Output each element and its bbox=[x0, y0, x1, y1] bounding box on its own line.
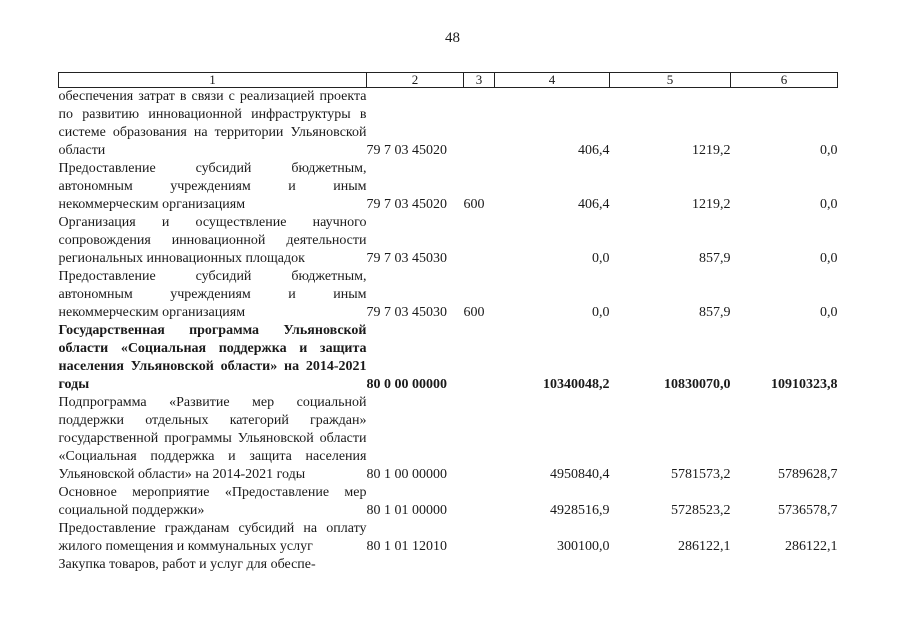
row-amount-2021-cell: 0,0 bbox=[820, 197, 838, 212]
row-amount-2021-cell: 10910323,8 bbox=[771, 377, 838, 392]
column-header: 4 bbox=[495, 73, 610, 88]
table-row bbox=[59, 556, 838, 574]
table-header-row bbox=[59, 73, 838, 88]
column-header: 3 bbox=[464, 73, 495, 88]
row-amount-2019-cell: 10340048,2 bbox=[543, 377, 610, 392]
row-amount-2019-cell: 406,4 bbox=[578, 197, 610, 212]
row-name-cell: Предоставление субсидий бюджетным, автономным учреждениям и иным некоммерческим организациям bbox=[58, 269, 367, 320]
row-code-cell: 80 1 01 12010 bbox=[366, 539, 447, 554]
row-amount-2020-cell: 1219,2 bbox=[692, 197, 731, 212]
row-amount-2020-cell: 286122,1 bbox=[678, 539, 731, 554]
row-expense-type-cell bbox=[464, 88, 495, 161]
budget-table bbox=[58, 72, 838, 574]
row-expense-type-cell bbox=[464, 394, 495, 484]
table-row bbox=[59, 214, 838, 268]
row-code-cell: 79 7 03 45020 bbox=[366, 197, 447, 212]
table-row bbox=[59, 268, 838, 322]
table-row bbox=[59, 520, 838, 556]
row-expense-type-cell bbox=[464, 484, 495, 520]
column-header: 5 bbox=[610, 73, 731, 88]
row-amount-2021-cell: 0,0 bbox=[820, 305, 838, 320]
row-amount-2020-cell: 1219,2 bbox=[692, 143, 731, 158]
row-expense-type-cell: 600 bbox=[463, 197, 485, 212]
row-name-cell: Основное мероприятие «Предоставление мер социальной поддержки» bbox=[58, 485, 367, 518]
row-code-cell: 80 1 00 00000 bbox=[366, 467, 447, 482]
row-name-cell: Государственная программа Ульяновской области «Социальная поддержка и защита населения Ульяновской области» на 2014-2021 годы bbox=[58, 323, 367, 392]
row-amount-2021-cell: 5736578,7 bbox=[778, 503, 838, 518]
row-amount-2020-cell: 10830070,0 bbox=[664, 377, 731, 392]
row-amount-2020-cell bbox=[610, 556, 731, 574]
row-expense-type-cell bbox=[464, 214, 495, 268]
table-row bbox=[59, 394, 838, 484]
row-amount-2019-cell: 4950840,4 bbox=[550, 467, 610, 482]
row-amount-2021-cell: 0,0 bbox=[820, 251, 838, 266]
row-amount-2020-cell: 857,9 bbox=[699, 251, 731, 266]
table-row bbox=[59, 484, 838, 520]
row-amount-2019-cell: 406,4 bbox=[578, 143, 610, 158]
row-expense-type-cell bbox=[464, 556, 495, 574]
row-amount-2020-cell: 5728523,2 bbox=[671, 503, 731, 518]
table-body bbox=[59, 88, 838, 575]
page-number: 48 bbox=[445, 30, 460, 46]
row-amount-2019-cell bbox=[495, 556, 610, 574]
row-name-cell: Подпрограмма «Развитие мер социальной поддержки отдельных категорий граждан» государственной программы Ульяновской области «Социальная поддержка и защита населения Ульяновской области» на 2014-2021 годы bbox=[58, 395, 367, 482]
row-amount-2021-cell: 0,0 bbox=[820, 143, 838, 158]
row-code-cell: 79 7 03 45020 bbox=[366, 143, 447, 158]
row-code-cell: 80 0 00 00000 bbox=[366, 377, 447, 392]
row-amount-2019-cell: 0,0 bbox=[592, 251, 610, 266]
row-name-cell: Закупка товаров, работ и услуг для обеспе- bbox=[58, 557, 316, 572]
row-name-cell: Предоставление гражданам субсидий на оплату жилого помещения и коммунальных услуг bbox=[58, 521, 367, 554]
row-code-cell: 79 7 03 45030 bbox=[366, 305, 447, 320]
row-amount-2021-cell bbox=[731, 556, 838, 574]
row-amount-2021-cell: 286122,1 bbox=[785, 539, 838, 554]
row-name-cell: Организация и осуществление научного сопровождения инновационной деятельности региональных инновационных площадок bbox=[58, 215, 367, 266]
table-row bbox=[59, 160, 838, 214]
column-header: 2 bbox=[367, 73, 464, 88]
row-expense-type-cell bbox=[464, 322, 495, 394]
row-amount-2020-cell: 5781573,2 bbox=[671, 467, 731, 482]
column-header: 1 bbox=[59, 73, 367, 88]
row-amount-2020-cell: 857,9 bbox=[699, 305, 731, 320]
row-expense-type-cell bbox=[464, 520, 495, 556]
row-code-cell bbox=[367, 556, 464, 574]
row-name-cell: обеспечения затрат в связи с реализацией проекта по развитию инновационной инфраструктуры в системе образования на территории Ульяновской области bbox=[58, 89, 367, 158]
row-code-cell: 79 7 03 45030 bbox=[366, 251, 447, 266]
row-expense-type-cell: 600 bbox=[463, 305, 485, 320]
row-amount-2019-cell: 300100,0 bbox=[557, 539, 610, 554]
row-amount-2019-cell: 4928516,9 bbox=[550, 503, 610, 518]
column-header: 6 bbox=[731, 73, 838, 88]
row-code-cell: 80 1 01 00000 bbox=[366, 503, 447, 518]
row-amount-2019-cell: 0,0 bbox=[592, 305, 610, 320]
row-amount-2021-cell: 5789628,7 bbox=[778, 467, 838, 482]
table-row bbox=[59, 88, 838, 161]
table-row bbox=[59, 322, 838, 394]
row-name-cell: Предоставление субсидий бюджетным, автономным учреждениям и иным некоммерческим организациям bbox=[58, 161, 367, 212]
